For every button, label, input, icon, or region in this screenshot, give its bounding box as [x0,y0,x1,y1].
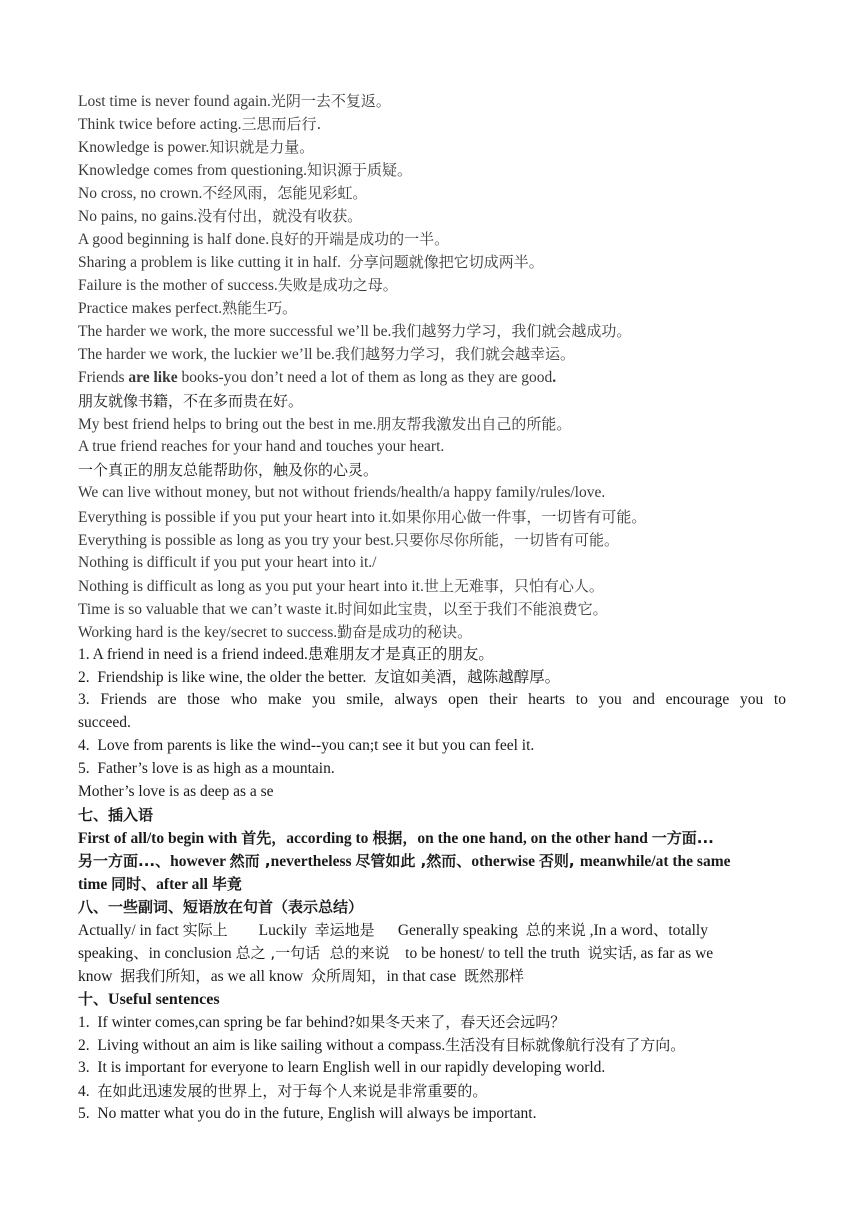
segment-zh: 首先， [241,829,287,847]
section-8-line-2 [78,943,786,964]
segment-zh: 否则, [538,852,580,870]
bold-phrase: are like [128,369,178,386]
proverb-en: Everything is possible if you put your heart into it. [78,509,392,526]
sentence-en: 5. No matter what you do in the future, English will always be important. [78,1105,537,1122]
useful-sentence [78,1058,786,1078]
proverb-en: Nothing is difficult as long as you put your heart into it. [78,578,424,595]
section-number: 十、 [78,990,109,1008]
nothing-line [78,553,786,573]
numbered-sentence [78,736,786,756]
segment-en: nevertheless [270,853,356,870]
segment-en: , as far as we [632,945,714,962]
segment-zh: 幸运地是 [314,921,375,939]
section-7-line-2 [78,851,786,872]
proverb-line [78,344,786,365]
proverb-zh: 世上无难事，只怕有心人。 [423,577,604,595]
proverb-line [78,321,786,342]
proverb-en: The harder we work, the luckier we’ll be. [78,346,335,363]
friends-books-line [78,368,786,388]
segment-en: otherwise [471,853,539,870]
numbered-sentence [78,690,786,710]
sentence-zh: 如果冬天来了，春天还会远吗？ [355,1013,566,1031]
sentence-text: 5. Father’s love is as high as a mountain. [78,760,335,777]
segment-zh: 总之 ,一句话 总的来说 [235,944,390,962]
proverb-zh: 不经风雨，怎能见彩虹。 [202,184,368,202]
proverb-en: A true friend reaches for your hand and touches your heart. [78,438,445,455]
sentence-zh: 生活没有目标就像航行没有了方向。 [445,1036,686,1054]
sentence-en: 3. It is important for everyone to learn English well in our rapidly developing world. [78,1059,606,1076]
sentence-text: succeed. [78,714,131,731]
mother-love-line [78,782,786,802]
segment-en: ，as we all know [195,968,312,985]
proverb-zh: 如果你用心做一件事，一切皆有可能。 [391,508,647,526]
useful-sentence [78,1081,786,1102]
section-8-line-3 [78,966,786,987]
numbered-sentence [78,668,786,688]
proverb-zh: 我们越努力学习，我们就会越成功。 [391,322,632,340]
proverb-en: The harder we work, the more successful we’ll be. [78,323,392,340]
segment-zh: 然而 , [229,852,271,870]
proverb-en: Practice makes perfect. [78,300,223,317]
segment-zh: 尽管如此 ,然而、 [355,852,472,870]
proverb-line [78,160,786,181]
sentence-text: Mother’s love is as deep as a se [78,783,274,800]
proverb-zh: 时间如此宝贵，以至于我们不能浪费它。 [337,600,608,618]
sentence-text: 3. Friends are those who make you smile, always open their hearts to you and encourage you to [78,691,786,708]
segment-zh: 根据， [372,829,418,847]
proverb-en: Knowledge comes from questioning. [78,162,308,179]
proverb-line [78,298,786,319]
proverb-zh: 光阴一去不复返。 [270,92,391,110]
proverb-zh: 朋友就像书籍，不在多而贵在好。 [78,392,304,410]
segment-en: ,In a word、totally [585,922,708,939]
proverb-line [78,252,786,273]
text-segment: books-you don’t need a lot of them as long as they are good [177,369,553,386]
numbered-sentence [78,645,786,665]
proverb-en: Everything is possible as long as you try your best. [78,532,394,549]
sentence-en: 1. If winter comes,can spring be far behind? [78,1014,356,1031]
proverb-zh: 我们越努力学习，我们就会越幸运。 [334,345,575,363]
proverb-zh: 失败是成功之母。 [277,276,398,294]
section-8-line-1 [78,920,786,941]
proverb-zh: 良好的开端是成功的一半。 [269,230,450,248]
proverb-en: Think twice before acting. [78,116,242,133]
proverb-line [78,183,786,204]
sentence-zh: 在如此迅速发展的世界上，对于每个人来说是非常重要的。 [97,1082,488,1100]
section-title: Useful sentences [108,991,220,1008]
section-title: 插入语 [108,806,154,824]
segment-zh: 据我们所知 [120,967,196,985]
text-segment: Friends [78,369,129,386]
segment-zh: 众所周知 [311,967,372,985]
segment-en: speaking、in conclusion [78,945,236,962]
proverb-line [78,229,786,250]
proverb-line [78,137,786,158]
segment-en: however [170,853,230,870]
everything-line [78,507,786,528]
nothing-line [78,576,786,597]
segment-en: on the one hand, on the other hand [417,830,652,847]
segment-zh: 总的来说 [525,921,586,939]
proverb-line [78,206,786,227]
proverb-en: We can live without money, but not without friends/health/a happy family/rules/love. [78,484,606,501]
sentence-text: 4. Love from parents is like the wind--you can;t see it but you can feel it. [78,737,535,754]
proverb-en: Nothing is difficult if you put your heart into it./ [78,554,377,571]
text-segment: . [552,369,557,386]
section-7-heading [78,805,786,826]
segment-zh: 说实话 [587,944,633,962]
sentence-en: 2. Living without an aim is like sailing without a compass. [78,1037,446,1054]
proverb-zh: 三思而后行. [241,115,322,133]
numbered-sentence-cont [78,713,786,733]
segment-zh: 一方面... [651,829,714,847]
friends-books-zh [78,391,786,412]
proverb-en: Working hard is the key/secret to success. [78,624,338,641]
sentence-text: 1. A friend in need is a friend indeed.患难朋友才是真正的朋友。 [78,646,494,663]
section-7-line-1 [78,828,786,849]
time-line [78,599,786,620]
useful-sentence [78,1012,786,1033]
proverb-line [78,275,786,296]
segment-en: Generally speaking [374,922,526,939]
segment-en: time [78,876,112,893]
live-without-line [78,483,786,503]
section-10-heading [78,989,786,1010]
proverb-en: Knowledge is power. [78,139,210,156]
proverb-zh: 分享问题就像把它切成两半。 [348,253,544,271]
proverb-zh: 只要你尽你所能，一切皆有可能。 [394,531,620,549]
sentence-text: 2. Friendship is like wine, the older the better. 友谊如美酒，越陈越醇厚。 [78,669,561,686]
useful-sentence [78,1104,786,1124]
segment-en: know [78,968,121,985]
proverb-en: Sharing a problem is like cutting it in half. [78,254,349,271]
segment-en: to be honest/ to tell the truth [389,945,588,962]
segment-en: Luckily [227,922,315,939]
segment-en: meanwhile/at the same [579,853,731,870]
section-7-line-3 [78,874,786,895]
proverb-zh: 知识就是力量。 [209,138,315,156]
proverb-line [78,114,786,135]
proverb-zh: 一个真正的朋友总能帮助你，触及你的心灵。 [78,461,379,479]
proverb-zh: 没有付出，就没有收获。 [197,207,363,225]
proverb-en: Failure is the mother of success. [78,277,278,294]
proverb-line [78,91,786,112]
proverb-en: My best friend helps to bring out the best in me. [78,416,377,433]
proverb-zh: 知识源于质疑。 [307,161,413,179]
segment-en: after all [156,876,212,893]
proverb-en: Time is so valuable that we can’t waste it. [78,601,338,618]
segment-en: according to [286,830,373,847]
segment-zh: 毕竟 [211,875,242,893]
sentence-en: 4. [78,1083,98,1100]
true-friend-en [78,437,786,457]
everything-line [78,530,786,551]
segment-zh: 实际上 [182,921,228,939]
segment-zh: 既然那样 [464,967,525,985]
segment-en: First of all/to begin with [78,830,242,847]
working-line [78,622,786,643]
proverb-en: No pains, no gains. [78,208,198,225]
segment-en: Actually/ in fact [78,922,183,939]
useful-sentence [78,1035,786,1056]
proverb-zh: 勤奋是成功的秘诀。 [337,623,473,641]
proverb-en: Lost time is never found again. [78,93,271,110]
numbered-sentence [78,759,786,779]
true-friend-zh [78,460,786,481]
proverb-zh: 熟能生巧。 [222,299,298,317]
proverb-en: A good beginning is half done. [78,231,270,248]
section-number: 七、 [78,806,109,824]
segment-en: ，in that case [371,968,465,985]
segment-zh: 另一方面...、 [78,852,171,870]
best-friend-line [78,414,786,435]
section-title: 八、一些副词、短语放在句首（表示总结） [78,898,364,916]
section-8-heading [78,897,786,918]
proverb-en: No cross, no crown. [78,185,203,202]
segment-zh: 同时、 [111,875,157,893]
proverb-zh: 朋友帮我激发出自己的所能。 [376,415,572,433]
